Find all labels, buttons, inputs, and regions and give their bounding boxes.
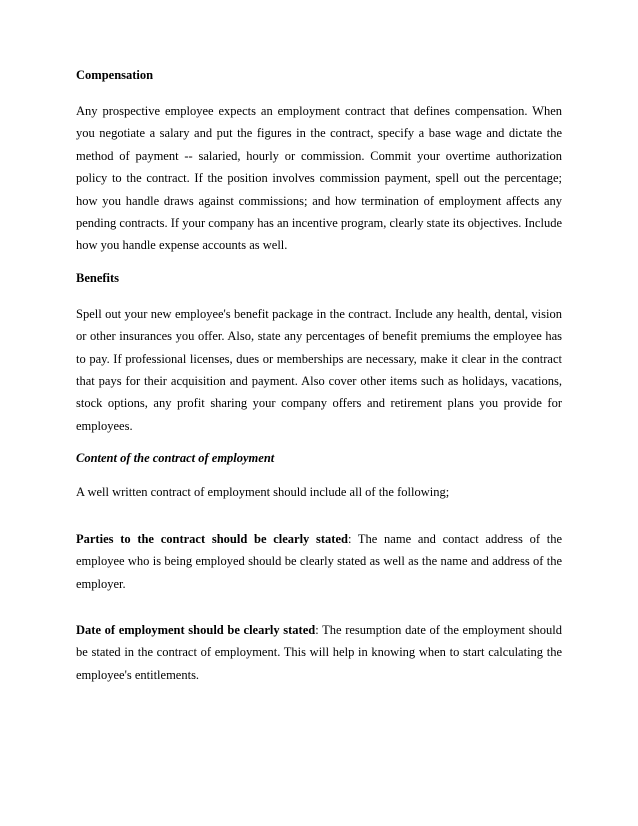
parties-lead: Parties to the contract should be clearly stated: [76, 531, 348, 546]
parties-body: : The name and contact address of the employee who is being employed should be clearly stated as well as the name and address of the employer.: [76, 531, 563, 591]
compensation-heading: Compensation: [76, 68, 154, 82]
date-body: : The resumption date of the employment should be stated in the contract of employment. This will help in knowing when to start calculating the employee's entitlements.: [76, 622, 562, 682]
benefits-paragraph: Spell out your new employee's benefit package in the contract. Include any health, dental, vision or other insurances you offer. Also, state any percentages of benefit premiums the employee has to pay. If professional licenses, dues or memberships are necessary, make it clear in the contract that pays for their acquisition and payment. Also cover other items such as holidays, vacations, stock options, any profit sharing your company offers and retirement plans you provide for employees.: [76, 306, 562, 433]
benefits-heading: Benefits: [76, 270, 120, 285]
date-lead: Date of employment should be clearly stated: [76, 622, 316, 637]
contract-content-heading: Content of the contract of employment: [76, 451, 275, 466]
compensation-paragraph: Any prospective employee expects an employment contract that defines compensation. When you negotiate a salary and put the figures in the contract, specify a base wage and dictate the method of payment -- salaried, hourly or commission. Commit your overtime authorization policy to the contract. If the position involves commission payment, spell out the percentage; how you handle draws against commissions; and how termination of employment affects any pending contracts. If your company has an incentive program, clearly state its objectives. Include how you handle expense accounts as well.: [76, 104, 562, 253]
contract-content-intro: A well written contract of employment should include all of the following;: [76, 485, 450, 500]
document-body: [76, 66, 562, 686]
parties-paragraph: [76, 528, 562, 595]
date-paragraph: [76, 619, 562, 686]
